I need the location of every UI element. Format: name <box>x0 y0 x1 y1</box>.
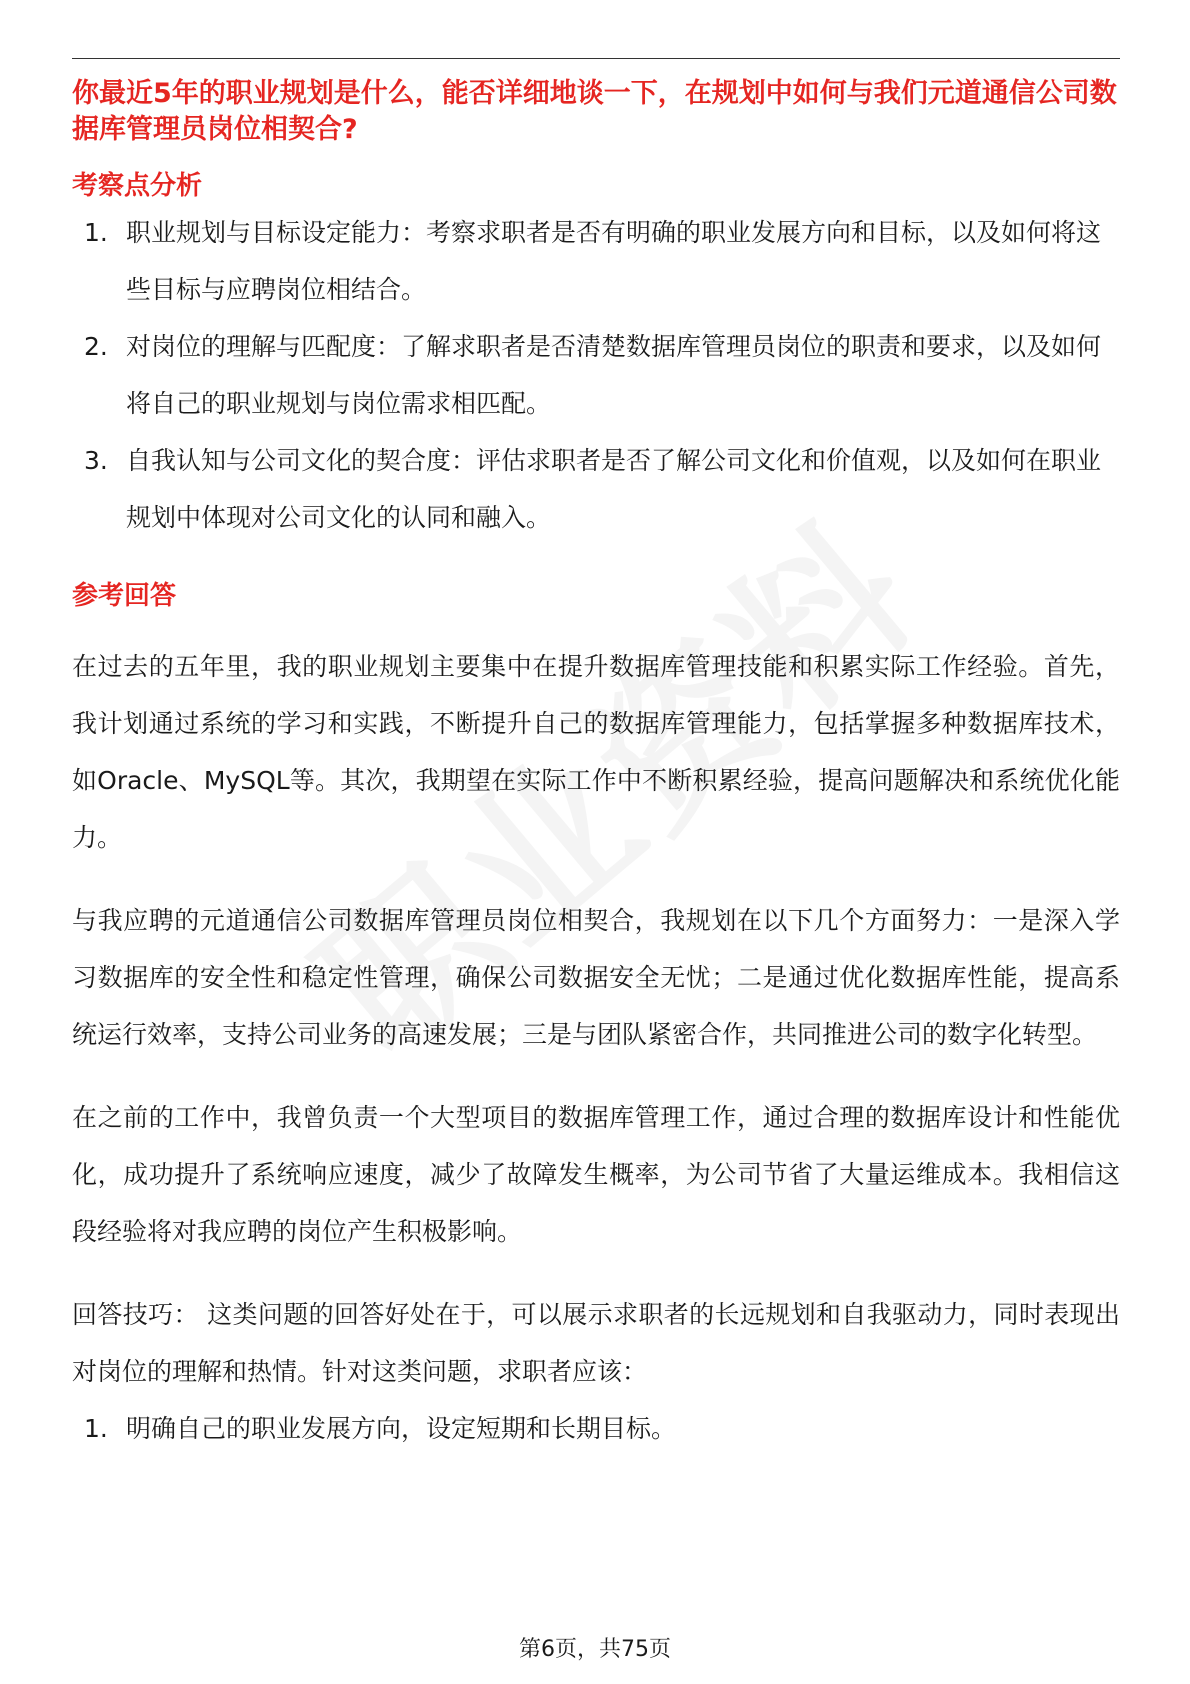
analysis-list <box>72 204 1120 546</box>
document-body <box>72 76 1120 1457</box>
list-item-number: 1. <box>84 218 108 247</box>
question-heading: 你最近5年的职业规划是什么，能否详细地谈一下，在规划中如何与我们元道通信公司数据库管理员岗位相契合? <box>72 78 1117 145</box>
list-item-text: 职业规划与目标设定能力：考察求职者是否有明确的职业发展方向和目标，以及如何将这些目标与应聘岗位相结合。 <box>126 218 1102 304</box>
list-item-number: 2. <box>84 332 108 361</box>
list-item <box>72 318 1120 432</box>
answer-title: 参考回答 <box>72 581 177 611</box>
analysis-title: 考察点分析 <box>72 171 203 201</box>
answer-tips-paragraph: 回答技巧： 这类问题的回答好处在于，可以展示求职者的长远规划和自我驱动力，同时表现出对岗位的理解和热情。针对这类问题，求职者应该： <box>72 1300 1120 1386</box>
tips-list <box>72 1400 1120 1457</box>
list-item-text: 对岗位的理解与匹配度：了解求职者是否清楚数据库管理员岗位的职责和要求，以及如何将自己的职业规划与岗位需求相匹配。 <box>126 332 1102 418</box>
list-item-text: 明确自己的职业发展方向，设定短期和长期目标。 <box>126 1414 677 1443</box>
answer-paragraph: 在之前的工作中，我曾负责一个大型项目的数据库管理工作，通过合理的数据库设计和性能优化，成功提升了系统响应速度，减少了故障发生概率，为公司节省了大量运维成本。我相信这段经验将对我应聘的岗位产生积极影响。 <box>72 1103 1120 1246</box>
top-rule <box>72 58 1120 59</box>
answer-paragraph: 与我应聘的元道通信公司数据库管理员岗位相契合，我规划在以下几个方面努力：一是深入学习数据库的安全性和稳定性管理，确保公司数据安全无忧；二是通过优化数据库性能，提高系统运行效率，支持公司业务的高速发展；三是与团队紧密合作，共同推进公司的数字化转型。 <box>72 906 1120 1049</box>
list-item-text: 自我认知与公司文化的契合度：评估求职者是否了解公司文化和价值观，以及如何在职业规划中体现对公司文化的认同和融入。 <box>126 446 1102 532</box>
list-item <box>72 432 1120 546</box>
page-footer: 第6页，共75页 <box>519 1637 671 1662</box>
list-item <box>72 204 1120 318</box>
list-item <box>72 1400 1120 1457</box>
list-item-number: 3. <box>84 446 108 475</box>
list-item-number: 1. <box>84 1414 108 1443</box>
answer-paragraph: 在过去的五年里，我的职业规划主要集中在提升数据库管理技能和积累实际工作经验。首先，我计划通过系统的学习和实践，不断提升自己的数据库管理能力，包括掌握多种数据库技术，如Oracle、MySQL等。其次，我期望在实际工作中不断积累经验，提高问题解决和系统优化能力。 <box>72 652 1120 852</box>
